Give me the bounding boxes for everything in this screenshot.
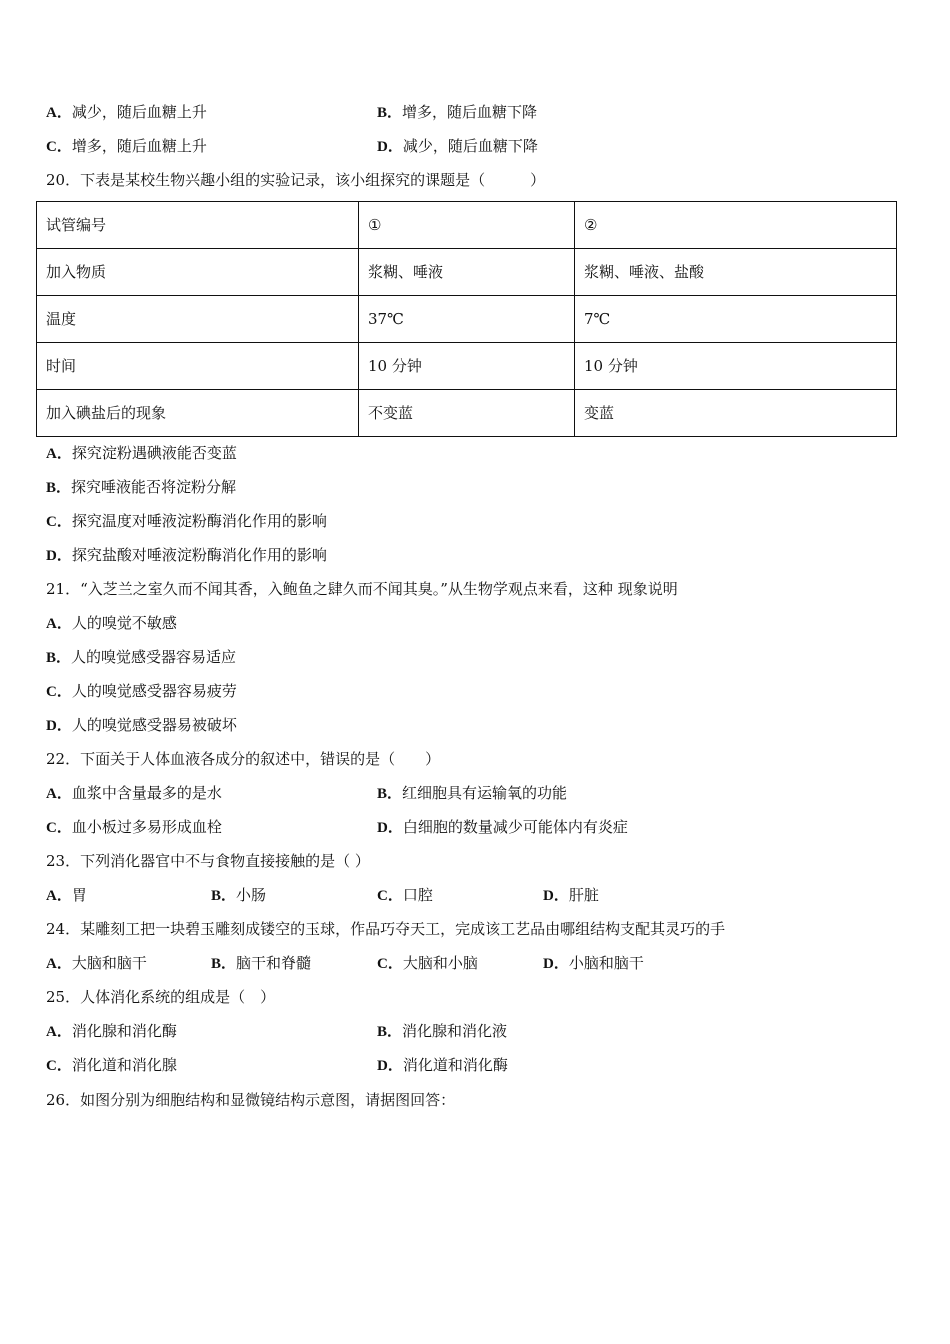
q24-option-d: D．小脑和脑干 bbox=[543, 954, 644, 972]
q22-option-b: B．红细胞具有运输氧的功能 bbox=[377, 784, 568, 802]
q20-option-a: A．探究淀粉遇碘液能否变蓝 bbox=[46, 444, 237, 462]
q19-option-c: C．增多，随后血糖上升 bbox=[46, 137, 207, 155]
table-cell: ① bbox=[359, 202, 575, 249]
q23-stem: 23．下列消化器官中不与食物直接接触的是（ ） bbox=[46, 852, 370, 870]
q21-option-a: A．人的嗅觉不敏感 bbox=[46, 614, 177, 632]
q25-option-a: A．消化腺和消化酶 bbox=[46, 1022, 177, 1040]
table-cell: 变蓝 bbox=[575, 390, 897, 437]
q23-option-c: C．口腔 bbox=[377, 886, 433, 904]
table-cell: 7℃ bbox=[575, 296, 897, 343]
table-cell: 浆糊、唾液、盐酸 bbox=[575, 249, 897, 296]
table-cell: ② bbox=[575, 202, 897, 249]
q24-option-a: A．大脑和脑干 bbox=[46, 954, 147, 972]
q20-stem: 20．下表是某校生物兴趣小组的实验记录，该小组探究的课题是（ ） bbox=[46, 171, 546, 189]
q20-option-d: D．探究盐酸对唾液淀粉酶消化作用的影响 bbox=[46, 546, 327, 564]
q23-option-b: B．小肠 bbox=[211, 886, 267, 904]
q21-stem: 21．“入芝兰之室久而不闻其香，入鲍鱼之肆久而不闻其臭。”从生物学观点来看，这种 现象说明 bbox=[46, 580, 678, 598]
q25-option-b: B．消化腺和消化液 bbox=[377, 1022, 508, 1040]
q22-stem: 22．下面关于人体血液各成分的叙述中，错误的是（ ） bbox=[46, 750, 441, 768]
q21-option-c: C．人的嗅觉感受器容易疲劳 bbox=[46, 682, 237, 700]
table-row bbox=[37, 296, 897, 343]
table-row bbox=[37, 343, 897, 390]
table-row bbox=[37, 249, 897, 296]
q24-stem: 24．某雕刻工把一块碧玉雕刻成镂空的玉球，作品巧夺天工，完成该工艺品由哪组结构支配其灵巧的手 bbox=[46, 920, 726, 938]
q25-option-c: C．消化道和消化腺 bbox=[46, 1056, 177, 1074]
table-cell: 时间 bbox=[37, 343, 359, 390]
q25-option-d: D．消化道和消化酶 bbox=[377, 1056, 508, 1074]
q25-stem: 25．人体消化系统的组成是（ ） bbox=[46, 988, 276, 1006]
table-row bbox=[37, 202, 897, 249]
q20-option-c: C．探究温度对唾液淀粉酶消化作用的影响 bbox=[46, 512, 327, 530]
q24-option-c: C．大脑和小脑 bbox=[377, 954, 478, 972]
table-cell: 浆糊、唾液 bbox=[359, 249, 575, 296]
q23-option-d: D．肝脏 bbox=[543, 886, 599, 904]
q26-stem: 26．如图分别为细胞结构和显微镜结构示意图，请据图回答： bbox=[46, 1091, 456, 1109]
table-cell: 温度 bbox=[37, 296, 359, 343]
q22-option-c: C．血小板过多易形成血栓 bbox=[46, 818, 222, 836]
q20-option-b: B．探究唾液能否将淀粉分解 bbox=[46, 478, 237, 496]
q24-option-b: B．脑干和脊髓 bbox=[211, 954, 312, 972]
experiment-table bbox=[36, 201, 897, 437]
table-cell: 试管编号 bbox=[37, 202, 359, 249]
table-cell: 37℃ bbox=[359, 296, 575, 343]
table-cell: 加入碘盐后的现象 bbox=[37, 390, 359, 437]
q22-option-d: D．白细胞的数量减少可能体内有炎症 bbox=[377, 818, 628, 836]
q21-option-d: D．人的嗅觉感受器易被破坏 bbox=[46, 716, 237, 734]
q19-option-a: A．减少，随后血糖上升 bbox=[46, 103, 207, 121]
table-cell: 加入物质 bbox=[37, 249, 359, 296]
q21-option-b: B．人的嗅觉感受器容易适应 bbox=[46, 648, 237, 666]
table-cell: 10 分钟 bbox=[575, 343, 897, 390]
q22-option-a: A．血浆中含量最多的是水 bbox=[46, 784, 222, 802]
table-row bbox=[37, 390, 897, 437]
q19-option-d: D．减少，随后血糖下降 bbox=[377, 137, 538, 155]
q19-option-b: B．增多，随后血糖下降 bbox=[377, 103, 538, 121]
q23-option-a: A．胃 bbox=[46, 886, 87, 904]
table-cell: 不变蓝 bbox=[359, 390, 575, 437]
table-cell: 10 分钟 bbox=[359, 343, 575, 390]
